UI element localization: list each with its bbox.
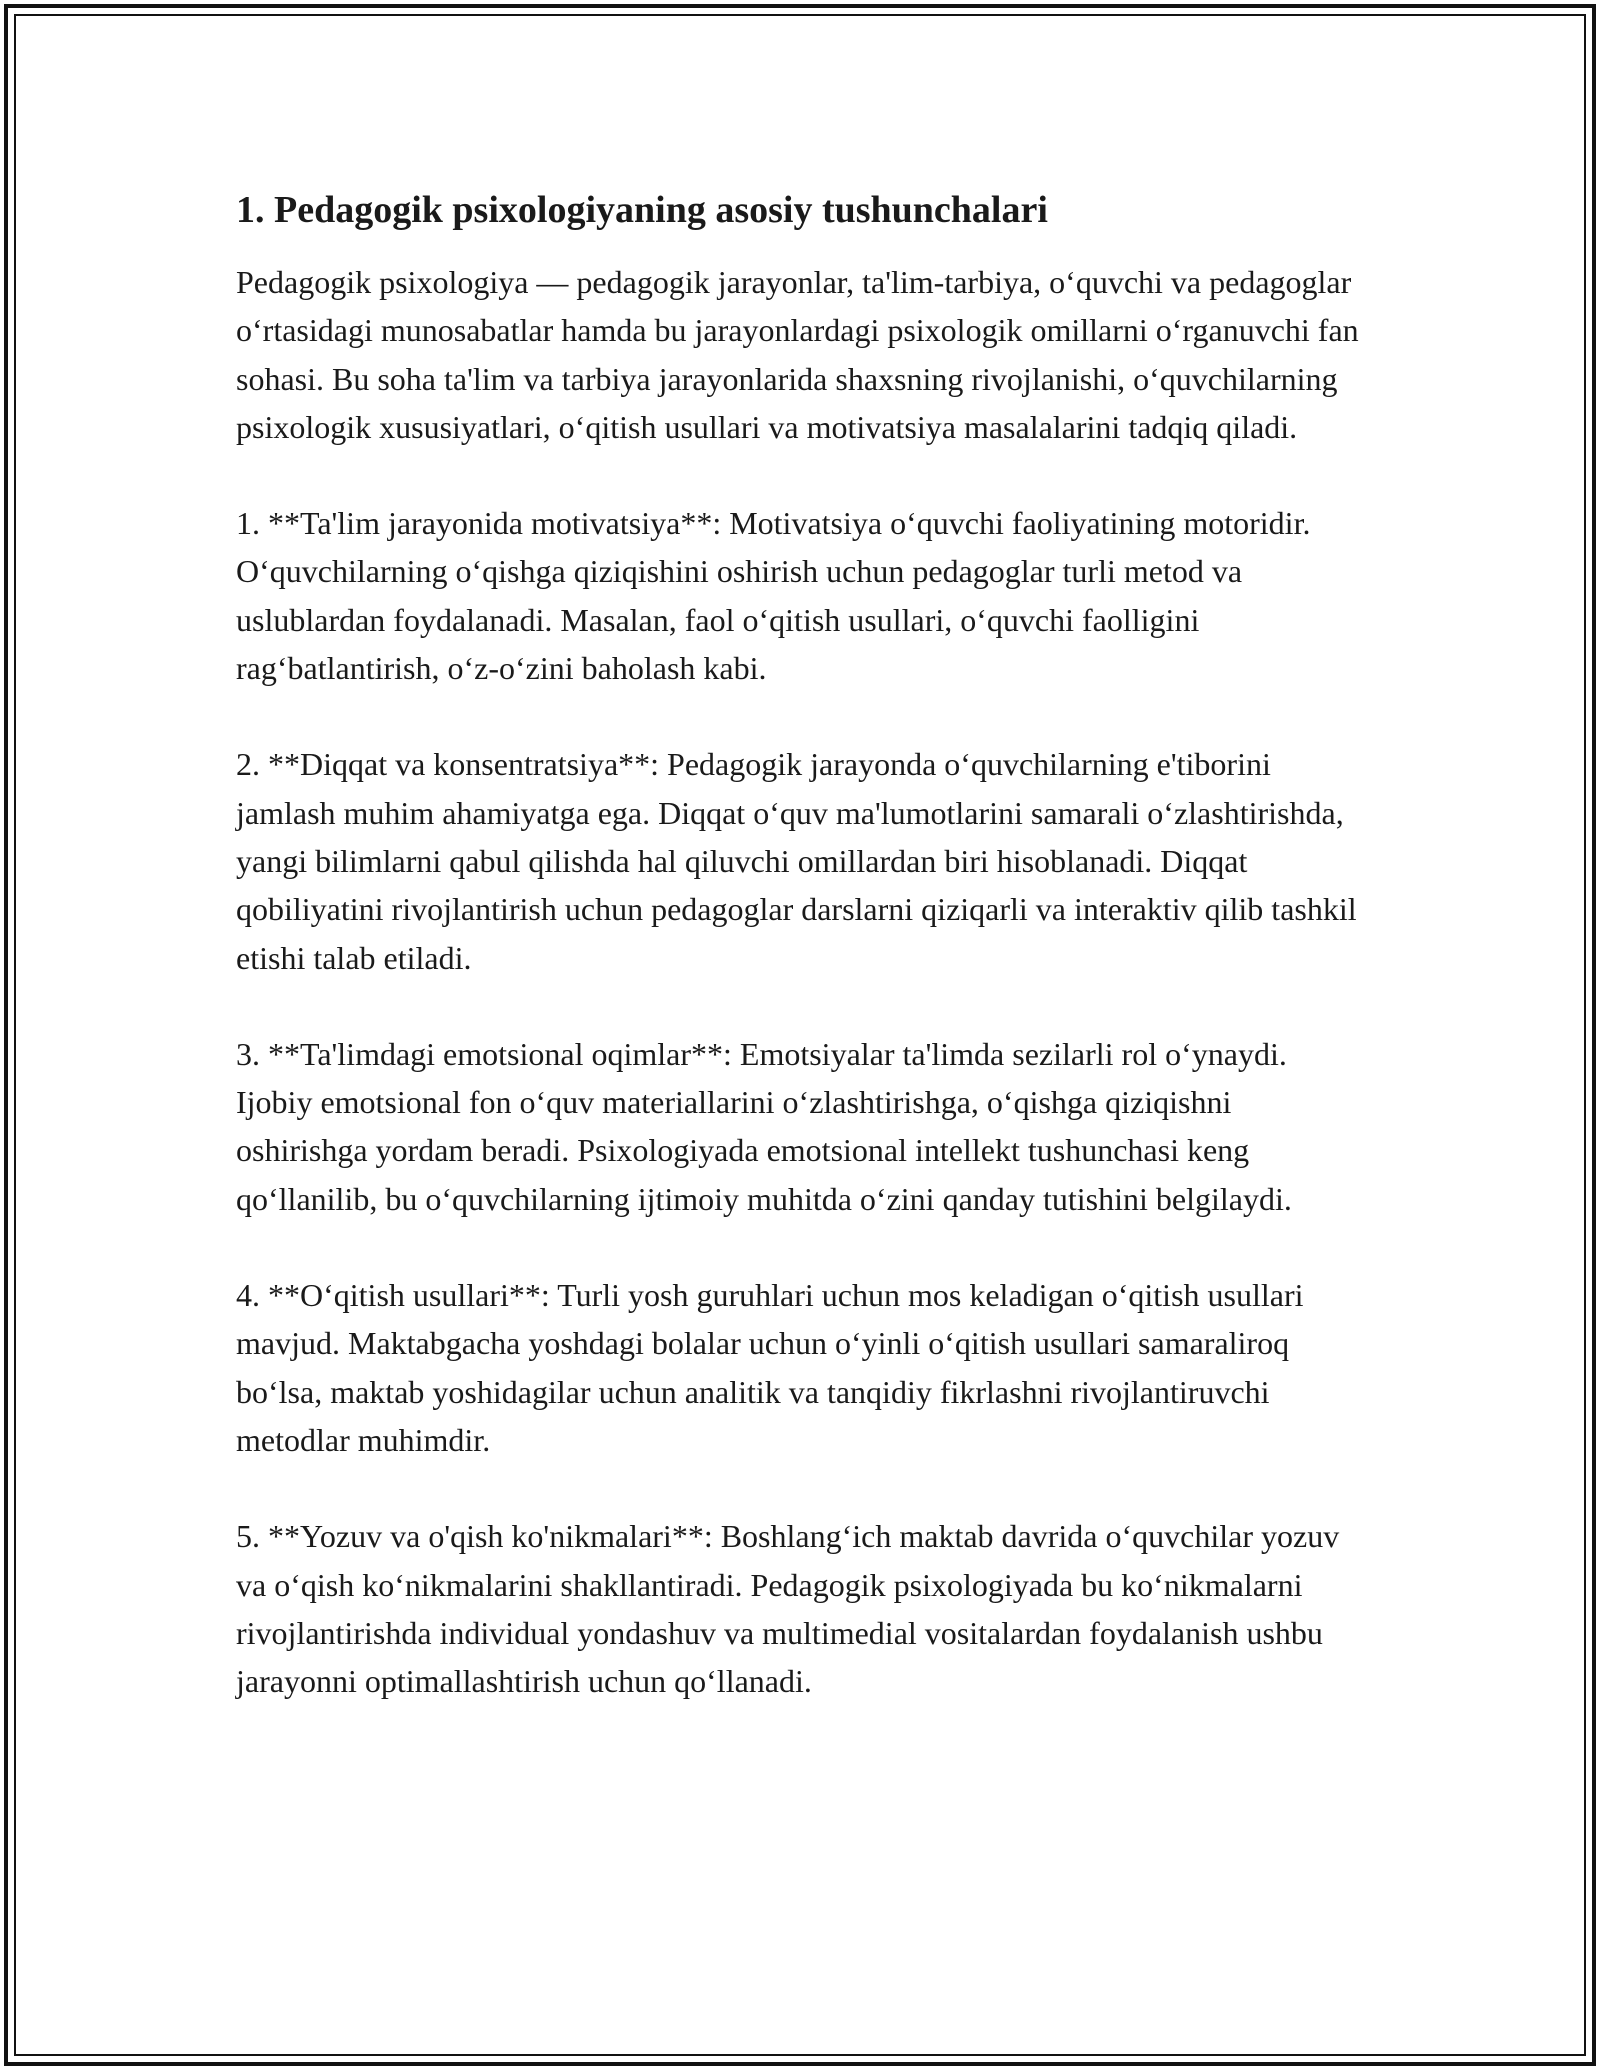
document-body [236,186,1366,1753]
list-item-teaching-methods: 4. **O‘qitish usullari**: Turli yosh guruhlari uchun mos keladigan o‘qitish usullari mavjud. Maktabgacha yoshdagi bolalar uchun o‘yinli o‘qitish usullari samaraliroq bo‘lsa, maktab yoshidagilar uchun analitik va tanqidiy fikrlashni rivojlantiruvchi metodlar muhimdir. [236,1277,1304,1458]
list-item-motivation: 1. **Ta'lim jarayonida motivatsiya**: Motivatsiya o‘quvchi faoliyatining motoridir. O‘quvchilarning o‘qishga qiziqishini oshirish uchun pedagoglar turli metod va uslublardan foydalanadi. Masalan, faol o‘qitish usullari, o‘quvchi faolligini rag‘batlantirish, o‘z-o‘zini baholash kabi. [236,505,1311,687]
list-item-attention: 2. **Diqqat va konsentratsiya**: Pedagogik jarayonda o‘quvchilarning e'tiborini jamlash muhim ahamiyatga ega. Diqqat o‘quv ma'lumotlarini samarali o‘zlashtirishda, yangi bilimlarni qabul qilishda hal qiluvchi omillardan biri hisoblanadi. Diqqat qobiliyatini rivojlantirish uchun pedagoglar darslarni qiziqarli va interaktiv qilib tashkil etishi talab etiladi. [236,746,1357,976]
list-item-emotions: 3. **Ta'limdagi emotsional oqimlar**: Emotsiyalar ta'limda sezilarli rol o‘ynaydi. Ijobiy emotsional fon o‘quv materiallarini o‘zlashtirishga, o‘qishga qiziqishni oshirishga yordam beradi. Psixologiyada emotsional intellekt tushunchasi keng qo‘llanilib, bu o‘quvchilarning ijtimoiy muhitda o‘zini qanday tutishini belgilaydi. [236,1035,1292,1217]
intro-paragraph: Pedagogik psixologiya — pedagogik jarayonlar, ta'lim-tarbiya, o‘quvchi va pedagoglar o‘rtasidagi munosabatlar hamda bu jarayonlardagi psixologik omillarni o‘rganuvchi fan sohasi. Bu soha ta'lim va tarbiya jarayonlarida shaxsning rivojlanishi, o‘quvchilarning psixologik xususiyatlari, o‘qitish usullari va motivatsiya masalalarini tadqiq qiladi. [236,264,1359,445]
document-title: 1. Pedagogik psixologiyaning asosiy tushunchalari [236,189,1048,231]
list-item-reading-writing: 5. **Yozuv va o'qish ko'nikmalari**: Boshlang‘ich maktab davrida o‘quvchilar yozuv va o‘qish ko‘nikmalarini shakllantiradi. Pedagogik psixologiyada bu ko‘nikmalarni rivojlantirishda individual yondashuv va multimedial vositalardan foydalanish ushbu jarayonni optimallashtirish uchun qo‘llanadi. [236,1518,1340,1700]
